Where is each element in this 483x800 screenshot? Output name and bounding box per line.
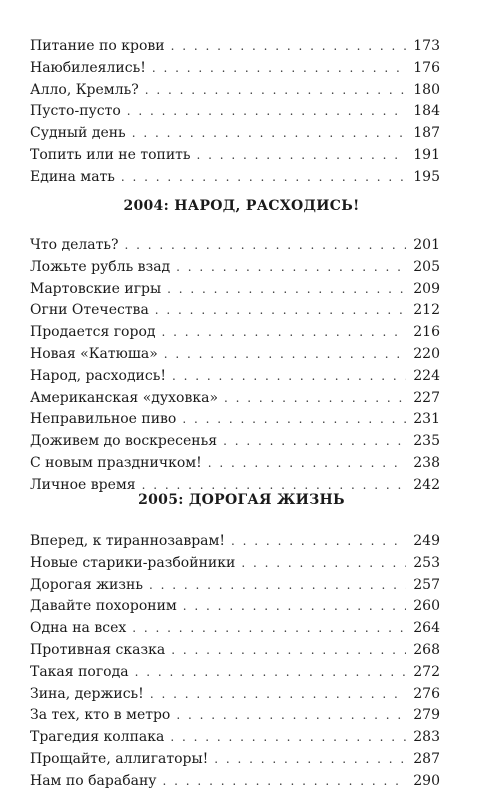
dot-leader	[231, 531, 406, 553]
toc-entry	[30, 596, 440, 618]
toc-entry-page: 257	[413, 576, 440, 593]
toc-entry-title: Алло, Кремль?	[30, 81, 139, 98]
dot-leader	[152, 58, 406, 80]
toc-entry-page: 279	[413, 707, 440, 724]
dot-leader	[155, 300, 406, 322]
toc-entry	[30, 80, 440, 102]
toc-entry-page: 227	[413, 389, 440, 406]
toc-entry-page: 242	[413, 476, 440, 493]
toc-entry-page: 260	[413, 598, 440, 615]
toc-entry-title: Наюбилеялись!	[30, 59, 146, 76]
toc-entry-title: Прощайте, аллигаторы!	[30, 750, 209, 767]
toc-entry	[30, 101, 440, 123]
dot-leader	[149, 575, 406, 597]
dot-leader	[171, 36, 406, 58]
toc-entry-page: 201	[413, 237, 440, 253]
toc-entry	[30, 749, 440, 771]
dot-leader	[132, 123, 406, 145]
toc-entry	[30, 575, 440, 597]
toc-entry-page: 184	[413, 103, 440, 120]
toc-entry	[30, 662, 440, 684]
toc-entry	[30, 257, 440, 279]
toc-entry-page: 216	[413, 324, 440, 341]
toc-entry-title: Такая погода	[30, 663, 129, 680]
toc-entry-title: Давайте похороним	[30, 598, 177, 615]
toc-section-2004	[30, 235, 440, 497]
toc-entry	[30, 58, 440, 80]
toc-entry	[30, 618, 440, 640]
toc-entry-title: Продается город	[30, 324, 156, 341]
toc-entry-title: Ложьте рубль взад	[30, 258, 171, 275]
dot-leader	[224, 388, 406, 410]
dot-leader	[163, 771, 406, 793]
toc-entry-title: Мартовские игры	[30, 280, 162, 297]
dot-leader	[167, 279, 406, 301]
toc-entry	[30, 727, 440, 749]
toc-entry-title: Что делать?	[30, 237, 119, 253]
dot-leader	[162, 322, 407, 344]
toc-entry-title: Питание по крови	[30, 38, 165, 54]
dot-leader	[214, 749, 406, 771]
toc-entry-page: 268	[413, 641, 440, 658]
toc-entry-page: 272	[413, 663, 440, 680]
toc-entry-page: 212	[413, 302, 440, 319]
toc-entry-title: Неправильное пиво	[30, 411, 177, 428]
toc-entry-title: Пусто-пусто	[30, 103, 121, 120]
toc-entry-title: Народ, расходись!	[30, 367, 166, 384]
toc-entry-title: Новые старики-разбойники	[30, 554, 236, 571]
toc-entry-title: Судный день	[30, 125, 126, 142]
section-heading-2004: 2004: НАРОД, РАСХОДИСЬ!	[123, 198, 360, 214]
dot-leader	[176, 705, 406, 727]
toc-entry-page: 235	[413, 433, 440, 450]
toc-entry	[30, 322, 440, 344]
toc-entry-title: Нам по барабану	[30, 772, 157, 789]
toc-entry	[30, 167, 440, 189]
toc-entry	[30, 431, 440, 453]
dot-leader	[172, 366, 406, 388]
toc-entry	[30, 388, 440, 410]
toc-entry-title: Личное время	[30, 476, 136, 493]
toc-entry-page: 276	[413, 685, 440, 702]
toc-entry	[30, 409, 440, 431]
toc-entry	[30, 279, 440, 301]
toc-entry-page: 253	[413, 554, 440, 571]
toc-entry-title: Доживем до воскресенья	[30, 433, 218, 450]
toc-section-continued	[30, 36, 440, 189]
dot-leader	[176, 257, 406, 279]
toc-entry-page: 173	[413, 38, 440, 54]
dot-leader	[197, 145, 406, 167]
toc-entry-title: Новая «Катюша»	[30, 345, 158, 362]
toc-entry-title: Одна на всех	[30, 620, 127, 637]
dot-leader	[145, 80, 406, 102]
dot-leader	[241, 553, 406, 575]
toc-entry-page: 249	[413, 533, 440, 549]
toc-entry-page: 283	[413, 729, 440, 746]
toc-entry-title: Зина, держись!	[30, 685, 144, 702]
toc-entry-page: 220	[413, 345, 440, 362]
toc-entry	[30, 531, 440, 553]
toc-entry	[30, 453, 440, 475]
toc-entry-title: Трагедия колпака	[30, 729, 165, 746]
toc-entry-title: Американская «духовка»	[30, 389, 219, 406]
dot-leader	[171, 640, 406, 662]
dot-leader	[124, 235, 406, 257]
toc-entry-title: Топить или не топить	[30, 146, 191, 163]
toc-entry-title: Дорогая жизнь	[30, 576, 143, 593]
toc-entry-title: За тех, кто в метро	[30, 707, 171, 724]
toc-entry-page: 191	[413, 146, 440, 163]
dot-leader	[208, 453, 406, 475]
toc-entry-page: 287	[413, 750, 440, 767]
toc-entry	[30, 366, 440, 388]
dot-leader	[182, 409, 406, 431]
toc-entry	[30, 300, 440, 322]
toc-entry-page: 238	[413, 454, 440, 471]
dot-leader	[135, 662, 406, 684]
toc-entry-page: 224	[413, 367, 440, 384]
toc-entry-title: Противная сказка	[30, 641, 166, 658]
toc-entry	[30, 344, 440, 366]
toc-entry-title: Вперед, к тираннозаврам!	[30, 533, 226, 549]
dot-leader	[132, 618, 406, 640]
toc-section-2005	[30, 531, 440, 793]
toc-entry-page: 195	[413, 168, 440, 185]
dot-leader	[223, 431, 406, 453]
dot-leader	[164, 344, 406, 366]
toc-entry-page: 176	[413, 59, 440, 76]
toc-entry	[30, 553, 440, 575]
toc-entry-page: 290	[413, 772, 440, 789]
dot-leader	[183, 596, 406, 618]
toc-entry-page: 180	[413, 81, 440, 98]
toc-entry-page: 205	[413, 258, 440, 275]
toc-entry	[30, 640, 440, 662]
toc-entry-title: С новым праздничком!	[30, 454, 202, 471]
dot-leader	[150, 684, 406, 706]
toc-entry	[30, 684, 440, 706]
toc-entry-page: 231	[413, 411, 440, 428]
toc-entry	[30, 235, 440, 257]
toc-entry	[30, 705, 440, 727]
toc-entry-page: 187	[413, 125, 440, 142]
toc-entry-title: Огни Отечества	[30, 302, 149, 319]
dot-leader	[121, 167, 406, 189]
toc-entry	[30, 123, 440, 145]
toc-entry	[30, 145, 440, 167]
toc-entry	[30, 771, 440, 793]
dot-leader	[170, 727, 406, 749]
toc-entry-page: 209	[413, 280, 440, 297]
section-heading-2005: 2005: ДОРОГАЯ ЖИЗНЬ	[138, 492, 345, 508]
toc-entry	[30, 36, 440, 58]
toc-entry-page: 264	[413, 620, 440, 637]
toc-entry-title: Едина мать	[30, 168, 115, 185]
dot-leader	[127, 101, 406, 123]
